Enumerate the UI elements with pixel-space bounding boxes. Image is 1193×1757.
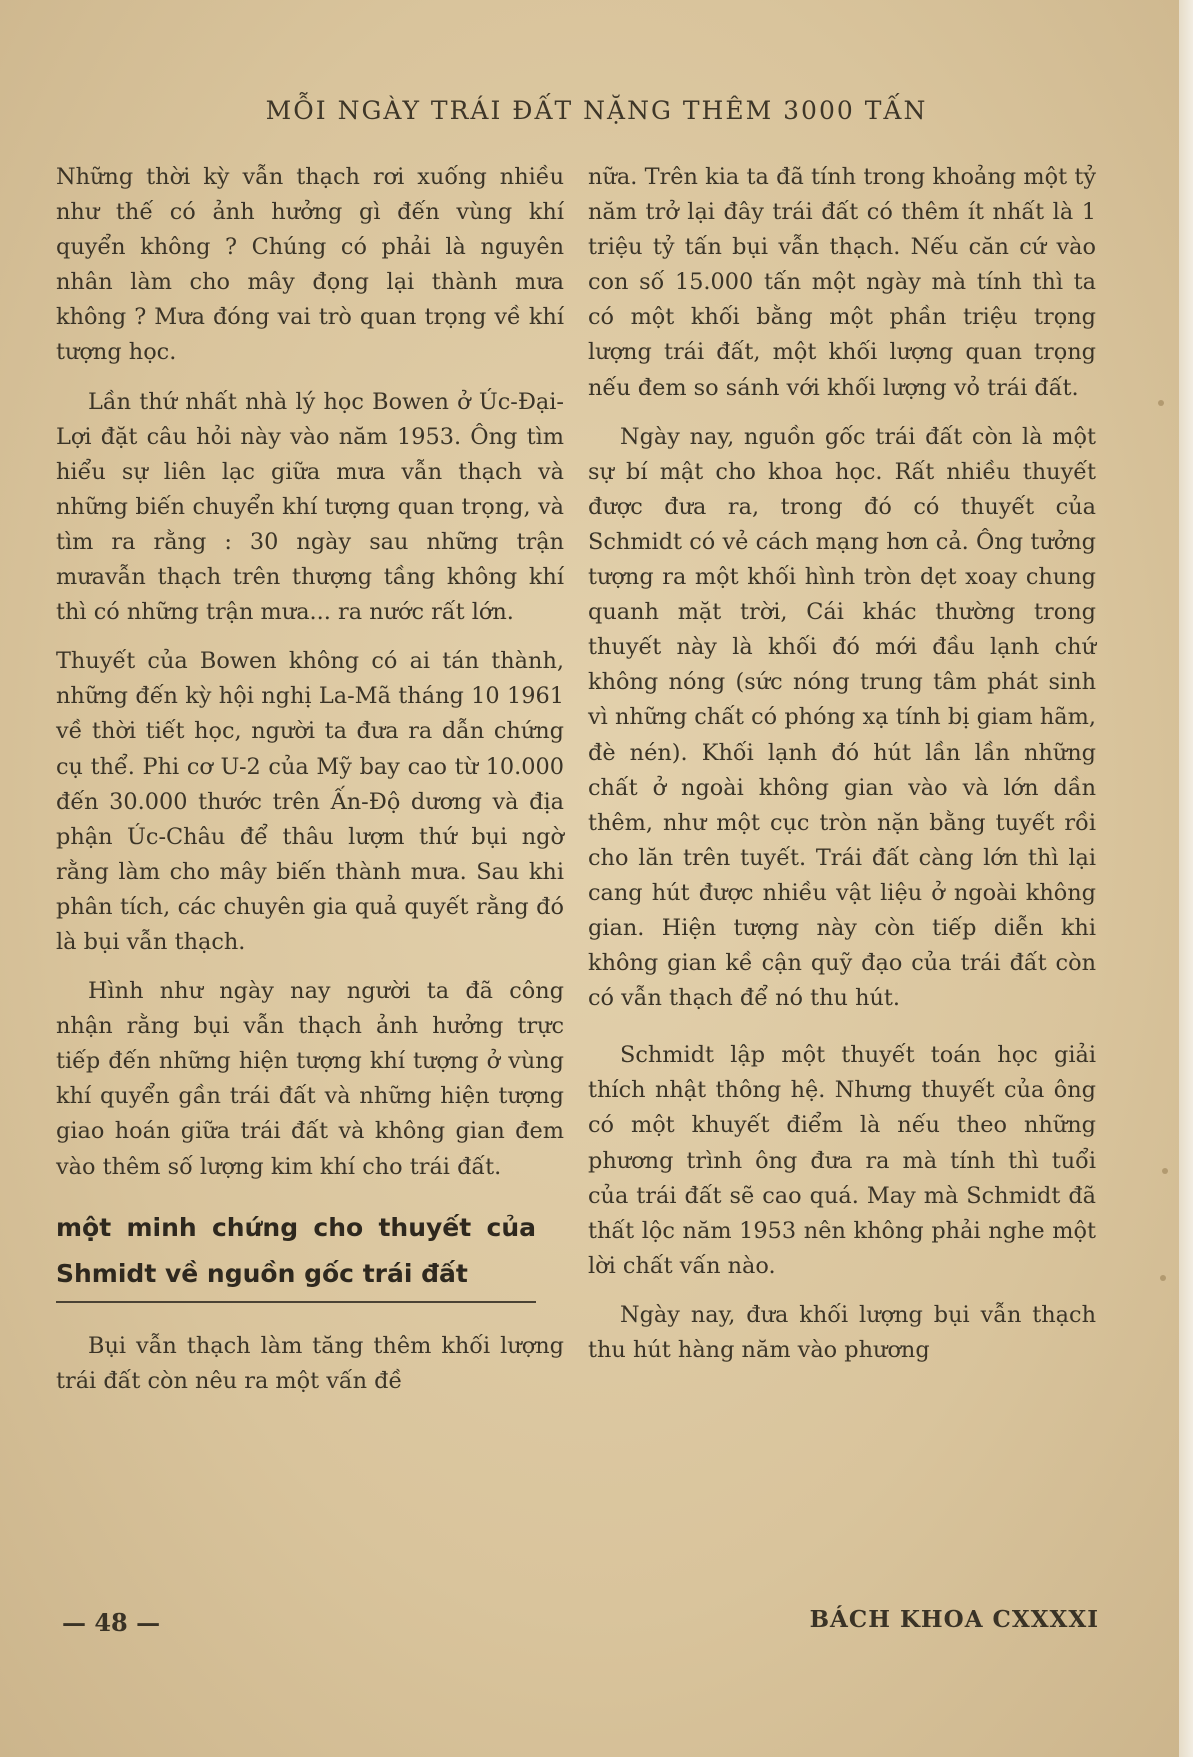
paragraph: nữa. Trên kia ta đã tính trong khoảng một tỷ năm trở lại đây trái đất có thêm ít nhất là 1 triệu tỷ tấn bụi vẫn thạch. Nếu căn cứ vào con số 15.000 tấn một ngày mà tính thì ta có một khối bằng một phần triệu trọng lượng trái đất, một khối lượng quan trọng nếu đem so sánh với khối lượng vỏ trái đất. xyxy=(588,164,1096,401)
paragraph: Schmidt lập một thuyết toán học giải thích nhật thông hệ. Nhưng thuyết của ông có một khuyết điểm là nếu theo những phương trình ông đưa ra mà tính thì tuổi của trái đất sẽ cao quá. May mà Schmidt đã thất lộc năm 1953 nên không phải nghe một lời chất vấn nào. xyxy=(588,1042,1096,1279)
paragraph: Ngày nay, nguồn gốc trái đất còn là một sự bí mật cho khoa học. Rất nhiều thuyết được đưa ra, trong đó có thuyết của Schmidt có vẻ cách mạng hơn cả. Ông tưởng tượng ra một khối hình tròn dẹt xoay chung quanh mặt trời, Cái khác thường trong thuyết này là khối đó mới đầu lạnh chứ không nóng (sức nóng trung tâm phát sinh vì những chất có phóng xạ tính bị giam hãm, đè nén). Khối lạnh đó hút lần lần những chất ở ngoài không gian vào và lớn dần thêm, như một cục tròn nặn bằng tuyết rồi cho lăn trên tuyết. Trái đất càng lớn thì lại cang hút được nhiều vật liệu ở ngoài không gian. Hiện tượng này còn tiếp diễn khi không gian kề cận quỹ đạo của trái đất còn có vẫn thạch để nó thu hút. xyxy=(588,423,1096,1012)
page-edge xyxy=(1179,0,1193,1757)
page-number: — 48 — xyxy=(62,1608,161,1637)
paragraph: Hình như ngày nay người ta đã công nhận rằng bụi vẫn thạch ảnh hưởng trực tiếp đến những hiện tượng khí tượng ở vùng khí quyển gần trái đất và những hiện tượng giao hoán giữa trái đất và không gian đem vào thêm số lượng kim khí cho trái đất. xyxy=(56,978,564,1180)
paper-speck xyxy=(1160,1275,1166,1281)
magazine-issue: BÁCH KHOA CXXXXI xyxy=(809,1606,1099,1633)
paragraph: Lần thứ nhất nhà lý học Bowen ở Úc-Đại-Lợi đặt câu hỏi này vào năm 1953. Ông tìm hiểu sự liên lạc giữa mưa vẫn thạch và những biến chuyển khí tượng quan trọng, và tìm ra rằng : 30 ngày sau những trận mưavẫn thạch trên thượng tầng không khí thì có những trận mưa... ra nước rất lớn. xyxy=(56,388,564,626)
section-subheading: một minh chứng cho thuyết của Shmidt về nguồn gốc trái đất xyxy=(56,1205,536,1303)
paragraph: Bụi vẫn thạch làm tăng thêm khối lượng trái đất còn nêu ra một vấn đề xyxy=(56,1332,564,1394)
right-column xyxy=(588,160,1096,1382)
paragraph: Những thời kỳ vẫn thạch rơi xuống nhiều như thế có ảnh hưởng gì đến vùng khí quyển không ? Chúng có phải là nguyên nhân làm cho mây đọng lại thành mưa không ? Mưa đóng vai trò quan trọng về khí tượng học. xyxy=(56,164,564,366)
left-column xyxy=(56,160,564,1413)
paragraph: Ngày nay, đưa khối lượng bụi vẫn thạch thu hút hàng năm vào phương xyxy=(588,1301,1096,1363)
paper-speck xyxy=(1158,400,1164,406)
paragraph: Thuyết của Bowen không có ai tán thành, những đến kỳ hội nghị La-Mã tháng 10 1961 về thời tiết học, người ta đưa ra dẫn chứng cụ thể. Phi cơ U-2 của Mỹ bay cao từ 10.000 đến 30.000 thước trên Ấn-Độ dương và địa phận Úc-Châu để thâu lượm thứ bụi ngờ rằng làm cho mây biến thành mưa. Sau khi phân tích, các chuyên gia quả quyết rằng đó là bụi vẫn thạch. xyxy=(56,648,564,955)
paper-speck xyxy=(1162,1168,1168,1174)
page-header-title: MỖI NGÀY TRÁI ĐẤT NẶNG THÊM 3000 TẤN xyxy=(265,96,928,125)
